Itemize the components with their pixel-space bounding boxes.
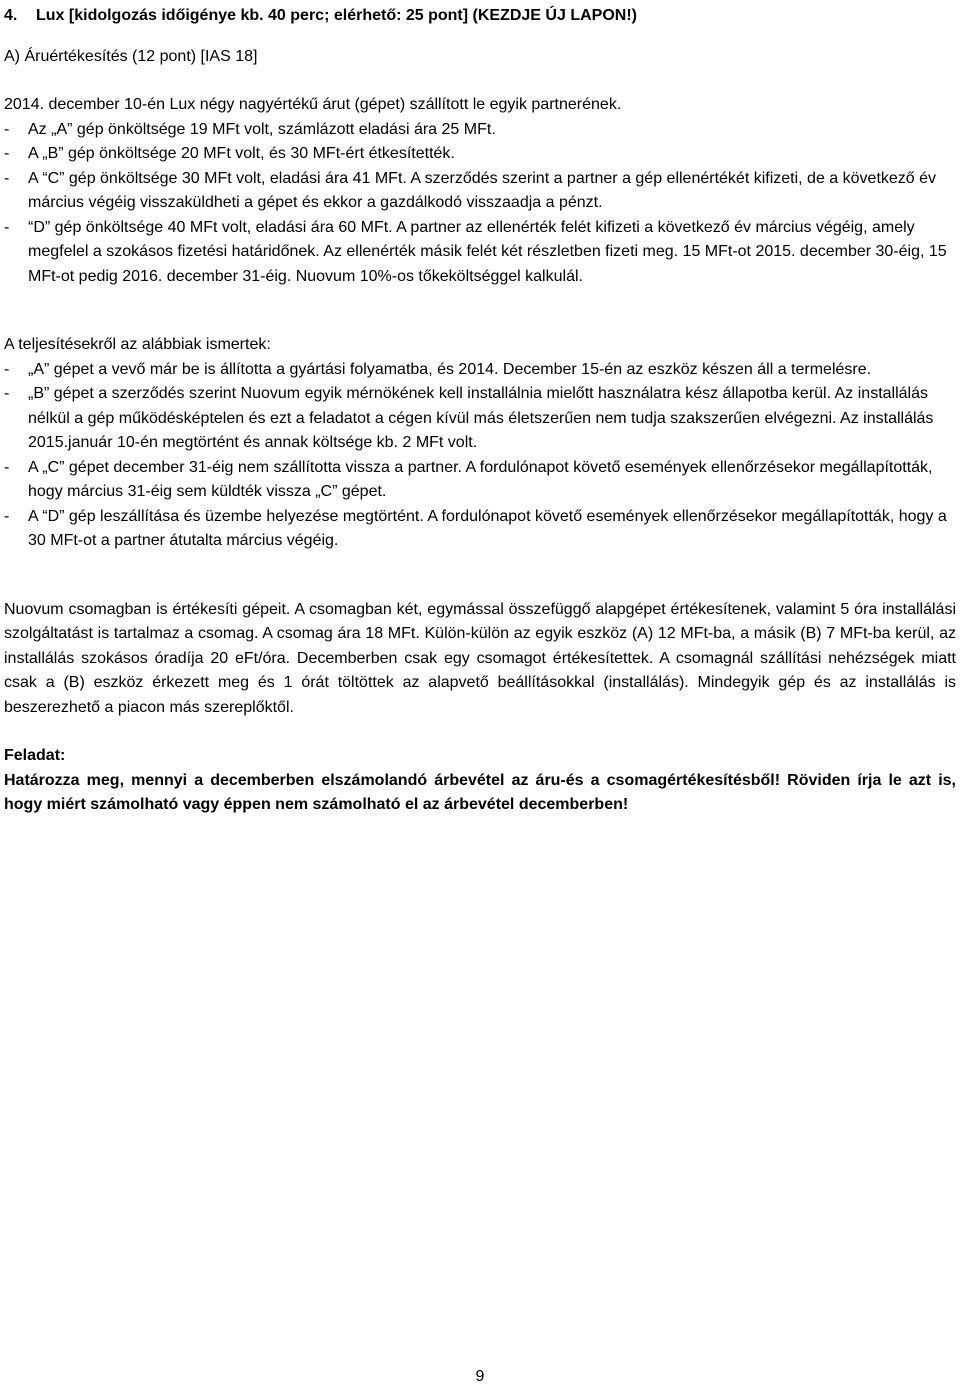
exercise-title bbox=[4, 4, 956, 29]
performance-heading: A teljesítésekről az alábbiak ismertek: bbox=[4, 336, 271, 353]
exercise-title-text: Lux [kidolgozás időigénye kb. 40 perc; elérhető: 25 pont] (KEZDJE ÚJ LAPON!) bbox=[36, 7, 637, 24]
list-item: - A “D” gép leszállítása és üzembe helyezése megtörtént. A fordulónapot követő események ellenőrzésekor megállapították, hogy a 30 MFt-ot a partner átutalta március végéig. bbox=[4, 505, 956, 554]
performance-item-d: A “D” gép leszállítása és üzembe helyezése megtörtént. A fordulónapot követő események ellenőrzésekor megállapították, hogy a 30 MFt-ot a partner átutalta március végéig. bbox=[28, 507, 947, 549]
page-number: 9 bbox=[475, 1368, 485, 1385]
section-a-intro: 2014. december 10-én Lux négy nagyértékű árut (gépet) szállított le egyik partnerének. bbox=[4, 96, 622, 113]
item-text-a: Az „A” gép önköltsége 19 MFt volt, számlázott eladási ára 25 MFt. bbox=[28, 120, 496, 138]
package-paragraph: Nuovum csomagban is értékesíti gépeit. A csomagban két, egymással összefüggő alapgépet értékesítenek, valamint 5 óra installálási szolgáltatást is tartalmaz a csomag. A csomag ára 18 MFt. Külön-külön az egyik eszköz (A) 12 MFt-ba, a másik (B) 7 MFt-ba kerül, az installálás szokásos óradíja 20 eFt/óra. Decemberben csak egy csomagot értékesítettek. A csomagnál szállítási nehézségek miatt csak a (B) eszköz érkezett meg és 1 órát töltöttek az alapvető beállításokkal (installálás). Mindegyik gép és az installálás is beszerezhető a piacon más szereplőktől. bbox=[4, 600, 956, 716]
list-item: - A „C” gépet december 31-éig nem szállította vissza a partner. A fordulónapot követő események ellenőrzésekor megállapították, hogy március 31-éig sem küldték vissza „C” gépet. bbox=[4, 456, 956, 505]
item-text-c: A “C” gép önköltsége 30 MFt volt, eladási ára 41 MFt. A szerződés szerint a partner a gép ellenértékét kifizeti, de a következő év március végéig visszaküldheti a gépet és ekkor a gazdálkodó visszaadja a pénzt. bbox=[28, 169, 937, 211]
performance-item-a: „A” gépet a vevő már be is állította a gyártási folyamatba, és 2014. December 15-én az eszköz készen áll a termelésre. bbox=[28, 360, 872, 378]
list-item: - “D” gép önköltsége 40 MFt volt, eladási ára 60 MFt. A partner az ellenérték felét kifizeti a következő év március végéig, amely megfelel a szokásos fizetési határidőnek. Az ellenérték másik felét két részletben fizeti meg. 15 MFt-ot 2015. december 30-éig, 15 MFt-ot pedig 2016. december 31-éig. Nuovum 10%-os tőkeköltséggel kalkulál. bbox=[4, 216, 956, 290]
item-text-d: “D” gép önköltsége 40 MFt volt, eladási ára 60 MFt. A partner az ellenérték felét kifizeti a következő év március végéig, amely megfelel a szokásos fizetési határidőnek. Az ellenérték másik felét két részletben fizeti meg. 15 MFt-ot 2015. december 30-éig, 15 MFt-ot pedig 2016. december 31-éig. Nuovum 10%-os tőkeköltséggel kalkulál. bbox=[28, 218, 947, 285]
document-page bbox=[4, 4, 956, 818]
task-label: Feladat: bbox=[4, 747, 66, 764]
list-item: - „B” gépet a szerződés szerint Nuovum egyik mérnökének kell installálnia mielőtt használatra kész állapotba kerül. Az installálás nélkül a gép működésképtelen és ezt a feladatot a cégen kívül más életszerűen nem tudja szakszerűen elvégezni. Az installálás 2015.január 10-én megtörtént és annak költsége kb. 2 MFt volt. bbox=[4, 382, 956, 456]
section-a-heading: A) Áruértékesítés (12 pont) [IAS 18] bbox=[4, 47, 258, 65]
exercise-number: 4. bbox=[4, 7, 18, 24]
list-item: - A „B” gép önköltsége 20 MFt volt, és 30 MFt-ért étkesítették. bbox=[4, 142, 956, 167]
task-text: Határozza meg, mennyi a decemberben elszámolandó árbevétel az áru-és a csomagértékesítésből! Röviden írja le azt is, hogy miért számolható vagy éppen nem számolható el az árbevétel decemberben! bbox=[4, 771, 956, 813]
list-item: - A “C” gép önköltsége 30 MFt volt, eladási ára 41 MFt. A szerződés szerint a partner a gép ellenértékét kifizeti, de a következő év március végéig visszaküldheti a gépet és ekkor a gazdálkodó visszaadja a pénzt. bbox=[4, 167, 956, 216]
list-item: - „A” gépet a vevő már be is állította a gyártási folyamatba, és 2014. December 15-én az eszköz készen áll a termelésre. bbox=[4, 358, 956, 383]
item-text-b: A „B” gép önköltsége 20 MFt volt, és 30 MFt-ért étkesítették. bbox=[28, 145, 455, 162]
performance-item-b: „B” gépet a szerződés szerint Nuovum egyik mérnökének kell installálnia mielőtt használatra kész állapotba kerül. Az installálás nélkül a gép működésképtelen és ezt a feladatot a cégen kívül más életszerűen nem tudja szakszerűen elvégezni. Az installálás 2015.január 10-én megtörtént és annak költsége kb. 2 MFt volt. bbox=[28, 385, 934, 451]
performance-item-c: A „C” gépet december 31-éig nem szállította vissza a partner. A fordulónapot követő események ellenőrzésekor megállapították, hogy március 31-éig sem küldték vissza „C” gépet. bbox=[28, 458, 933, 500]
list-item: - Az „A” gép önköltsége 19 MFt volt, számlázott eladási ára 25 MFt. bbox=[4, 118, 956, 143]
